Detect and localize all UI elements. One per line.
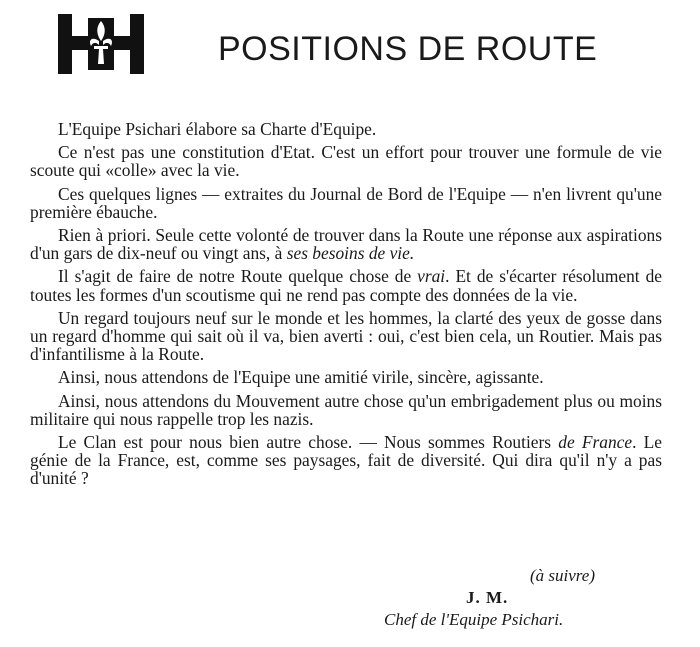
paragraph	[30, 267, 662, 303]
paragraph	[30, 226, 662, 262]
paragraph: Un regard toujours neuf sur le monde et les hommes, la clarté des yeux de gosse dans un regard d'homme qui sait où il va, bien averti : oui, c'est bien cela, un Routier. Mais pas d'infantilisme à la Route.	[30, 307, 662, 365]
paragraph: Ce n'est pas une constitution d'Etat. C'est un effort pour trouver une formule de vie scoute qui «colle» avec la vie.	[30, 142, 662, 181]
emphasis: ses besoins de vie.	[286, 243, 415, 264]
paragraph-text: . Et de s'écarter résolument de toutes les formes d'un scoutisme qui ne rend pas compte des données de la vie.	[30, 266, 662, 305]
emphasis: vrai	[417, 266, 446, 287]
paragraph-text: . Le génie de la France, est, comme ses paysages, fait de diversité. Qui dira qu'il n'y a pas d'unité ?	[30, 432, 663, 489]
paragraph: Ces quelques lignes — extraites du Journal de Bord de l'Equipe — n'en livrent qu'une première ébauche.	[30, 183, 662, 222]
continuation-note: (à suivre)	[530, 566, 595, 585]
paragraph	[30, 433, 662, 488]
paragraph: L'Equipe Psichari élabore sa Charte d'Equipe.	[58, 119, 377, 139]
paragraph-text: Il s'agit de faire de notre Route quelque chose de	[58, 266, 418, 287]
author-signature: Chef de l'Equipe Psichari.	[384, 610, 564, 629]
paragraph: Ainsi, nous attendons de l'Equipe une amitié virile, sincère, agissante.	[58, 367, 544, 388]
paragraph-text: Le Clan est pour nous bien autre chose. — Nous sommes Routiers	[58, 432, 559, 453]
paragraph: Ainsi, nous attendons du Mouvement autre chose qu'un embrigadement plus ou moins militaire qui nous rappelle trop les nazis.	[30, 390, 662, 429]
author-initials: J. M.	[466, 588, 509, 607]
page-title: POSITIONS DE ROUTE	[218, 30, 598, 68]
emphasis: de France	[558, 432, 633, 453]
paragraph-text: Rien à priori. Seule cette volonté de trouver dans la Route une réponse aux aspirations d'un gars de dix-neuf ou vingt ans, à	[30, 225, 662, 264]
scout-emblem-icon	[58, 14, 144, 74]
article-body	[30, 120, 662, 493]
